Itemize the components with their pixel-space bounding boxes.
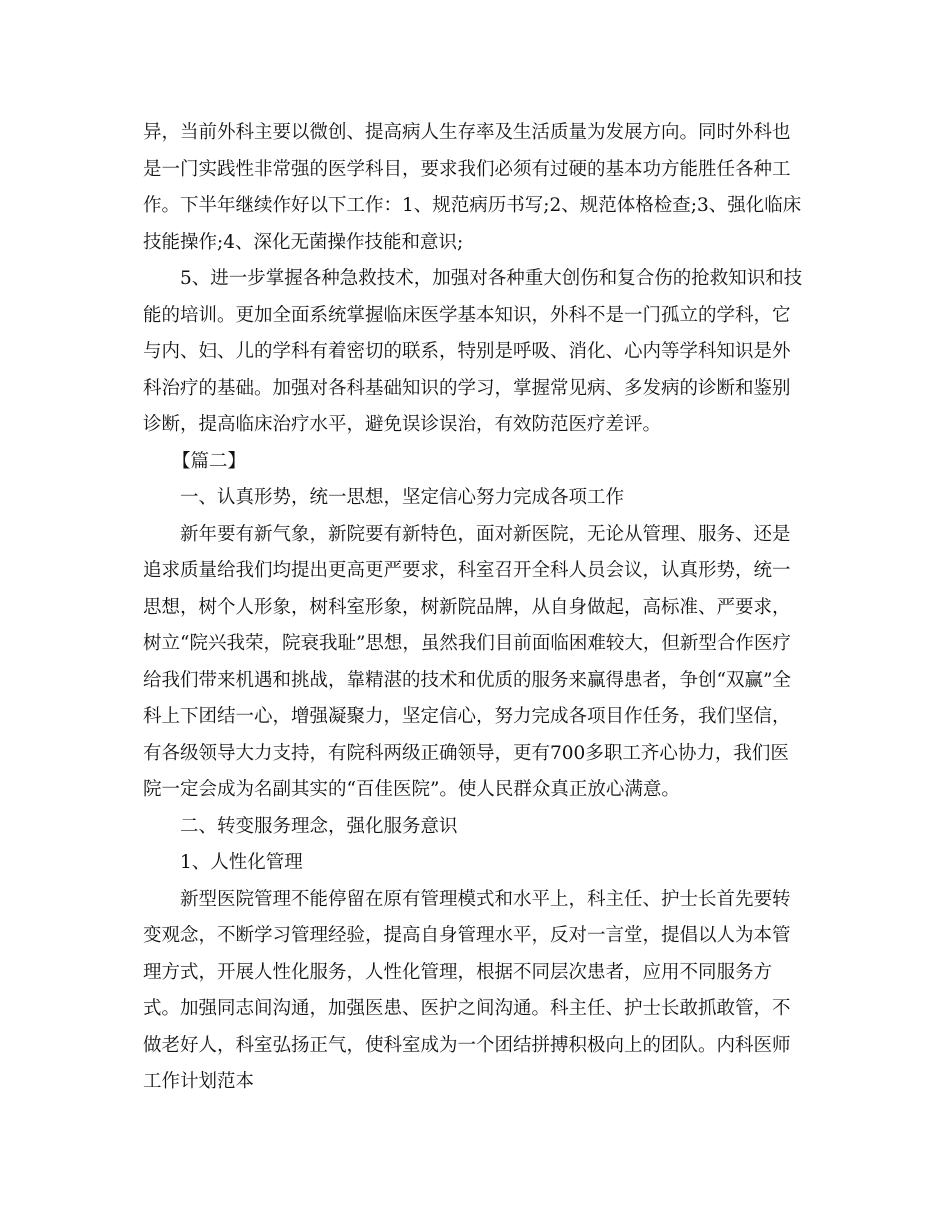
text-line: 理方式，开展人性化服务，人性化管理，根据不同层次患者，应用不同服务方 [143,962,773,983]
text-line: 思想，树个人形象，树科室形象，树新院品牌，从自身做起，高标准、严要求， [143,597,791,618]
text-line: 科治疗的基础。加强对各科基础知识的学习，掌握常见病、多发病的诊断和鉴别 [143,378,791,399]
text-line: 变观念，不断学习管理经验，提高自身管理水平，反对一言堂，提倡以人为本管 [143,925,791,946]
text-line: 5、进一步掌握各种急救技术，加强对各种重大创伤和复合伤的抢救知识和技 [180,268,803,289]
text-line: 追求质量给我们均提出更高更严要求，科室召开全科人员会议，认真形势，统一 [143,560,791,581]
text-line: 技能操作;4、深化无菌操作技能和意识; [143,232,464,253]
text-line: 能的培训。更加全面系统掌握临床医学基本知识，外科不是一门孤立的学科，它 [143,305,791,326]
text-line: 异，当前外科主要以微创、提高病人生存率及生活质量为发展方向。同时外科也 [143,122,791,143]
text-line: 诊断，提高临床治疗水平，避免误诊误治，有效防范医疗差评。 [143,414,662,435]
text-line: 新年要有新气象，新院要有新特色，面对新医院，无论从管理、服务、还是 [180,524,791,545]
text-line: 科上下团结一心，增强凝聚力，坚定信心，努力完成各项目作任务，我们坚信， [143,706,791,727]
section-heading: 【篇二】 [172,451,247,472]
subsection-heading: 一、认真形势，统一思想，坚定信心努力完成各项工作 [180,487,625,508]
text-line: 与内、妇、儿的学科有着密切的联系，特别是呼吸、消化、心内等学科知识是外 [143,341,791,362]
text-line: 做老好人，科室弘扬正气，使科室成为一个团结拼搏积极向上的团队。内科医师 [143,1035,791,1056]
text-line: 院一定会成为名副其实的“百佳医院”。使人民群众真正放心满意。 [143,779,680,800]
text-line: 新型医院管理不能停留在原有管理模式和水平上，科主任、护士长首先要转 [180,889,791,910]
text-line: 式。加强同志间沟通，加强医患、医护之间沟通。科主任、护士长敢抓敢管，不 [143,998,791,1019]
subsection-heading: 二、转变服务理念，强化服务意识 [180,816,458,837]
text-line: 树立“院兴我荣，院衰我耻”思想，虽然我们目前面临困难较大，但新型合作医疗 [143,633,791,654]
text-line: 工作计划范本 [143,1071,255,1092]
text-line: 是一门实践性非常强的医学科目，要求我们必须有过硬的基本功方能胜任各种工 [143,159,791,180]
text-line: 作。下半年继续作好以下工作：1、规范病历书写;2、规范体格检查;3、强化临床 [143,195,802,216]
text-line: 有各级领导大力支持，有院科两级正确领导，更有700多职工齐心协力，我们医 [143,743,789,764]
subsection-heading: 1、人性化管理 [180,852,303,873]
text-line: 给我们带来机遇和挑战，靠精湛的技术和优质的服务来赢得患者，争创“双赢”全 [143,670,791,691]
